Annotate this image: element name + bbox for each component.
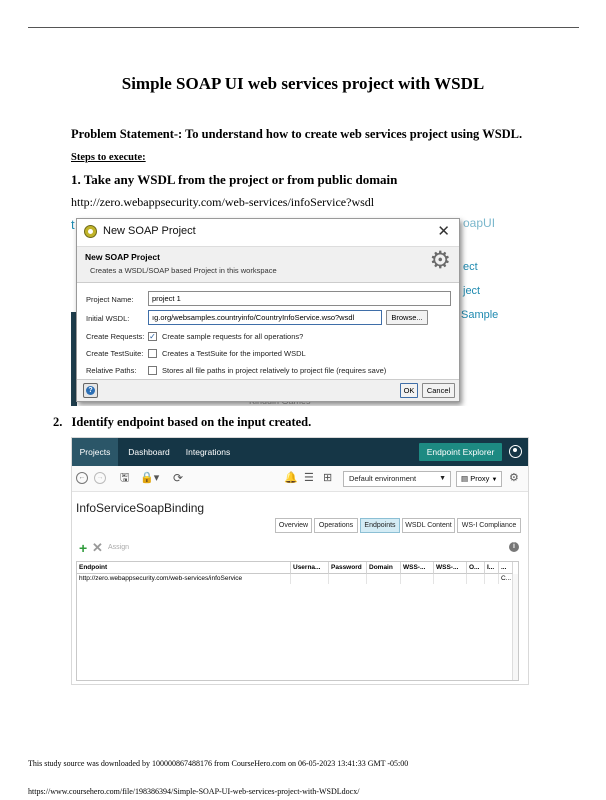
soapui-logo-icon xyxy=(84,225,97,238)
background-app-title: oapUI xyxy=(463,216,496,230)
forward-icon[interactable]: → xyxy=(94,472,106,484)
vertical-scrollbar[interactable] xyxy=(512,574,518,680)
column-header[interactable]: Endpoint xyxy=(77,562,291,574)
nav-integrations[interactable]: Integrations xyxy=(185,447,231,457)
project-name-field[interactable]: project 1 xyxy=(148,291,451,306)
background-item: Sample xyxy=(461,309,499,321)
add-endpoint-icon[interactable]: + xyxy=(79,540,88,556)
info-icon[interactable]: i xyxy=(509,542,519,552)
incoming-cell[interactable] xyxy=(485,574,499,584)
close-icon[interactable]: ✕ xyxy=(437,223,450,240)
proxy-icon: ▤ xyxy=(461,474,469,483)
save-icon[interactable]: 🖫 xyxy=(120,472,130,484)
help-icon: ? xyxy=(86,386,95,395)
database-icon[interactable]: ☰ xyxy=(304,472,314,484)
step-2 xyxy=(53,415,311,430)
cancel-button[interactable]: Cancel xyxy=(422,383,455,398)
user-icon[interactable] xyxy=(509,445,522,458)
tab-operations[interactable]: Operations xyxy=(314,518,358,533)
steps-heading: Steps to execute: xyxy=(71,152,146,163)
create-requests-label: Create Requests: xyxy=(86,332,145,341)
column-header[interactable]: WSS-... xyxy=(401,562,434,574)
tab-overview[interactable]: Overview xyxy=(275,518,312,533)
background-item: ject xyxy=(463,285,481,297)
step-2-number: 2. xyxy=(53,415,63,429)
environment-select[interactable] xyxy=(343,471,451,487)
endpoint-explorer-button[interactable]: Endpoint Explorer xyxy=(419,443,502,461)
proxy-label: Proxy xyxy=(470,474,490,483)
background-letter: t xyxy=(71,217,75,232)
more-cell[interactable]: C... xyxy=(501,575,512,582)
dialog-footer xyxy=(77,379,459,401)
background-item: ect xyxy=(463,261,478,273)
nav-projects[interactable]: Projects xyxy=(72,438,118,466)
nav-dashboard[interactable]: Dashboard xyxy=(128,447,170,457)
soapui-endpoints-screenshot xyxy=(71,437,529,685)
refresh-icon[interactable]: ⟳ xyxy=(173,471,184,485)
environment-value: Default environment xyxy=(349,474,417,483)
relative-paths-checkbox[interactable] xyxy=(148,366,157,375)
tab-wsdl-content[interactable]: WSDL Content xyxy=(402,518,455,533)
step-2-text: Identify endpoint based on the input created. xyxy=(71,415,312,429)
source-url[interactable]: https://www.coursehero.com/file/198386394/Simple-SOAP-UI-web-services-project-with-WSDLdocx/ xyxy=(28,787,360,796)
column-header[interactable]: O... xyxy=(467,562,485,574)
ok-button[interactable]: OK xyxy=(400,383,418,398)
create-testsuite-checkbox[interactable] xyxy=(148,349,157,358)
create-testsuite-text: Creates a TestSuite for the imported WSDL xyxy=(162,349,306,358)
problem-statement: Problem Statement-: To understand how to create web services project using WSDL. xyxy=(71,127,523,141)
create-testsuite-label: Create TestSuite: xyxy=(86,349,144,358)
relative-paths-text: Stores all file paths in project relatively to project file (requires save) xyxy=(162,366,387,375)
bell-icon[interactable]: 🔔 xyxy=(284,472,298,484)
wss-cell[interactable] xyxy=(401,574,434,584)
column-header[interactable]: Userna... xyxy=(291,562,329,574)
assign-button[interactable]: Assign xyxy=(108,544,130,551)
dialog-header-title: New SOAP Project xyxy=(85,252,160,262)
column-header[interactable]: Domain xyxy=(367,562,401,574)
create-requests-checkbox[interactable]: ✓ xyxy=(149,332,156,341)
gear-icon: ⚙ xyxy=(429,247,451,274)
password-cell[interactable] xyxy=(329,574,367,584)
gear-icon[interactable]: ⚙ xyxy=(509,472,519,484)
network-icon[interactable]: ⊞ xyxy=(323,472,333,484)
outgoing-cell[interactable] xyxy=(467,574,485,584)
username-cell[interactable] xyxy=(291,574,329,584)
column-header[interactable]: WSS-... xyxy=(434,562,467,574)
help-button[interactable] xyxy=(83,383,98,398)
proxy-button[interactable] xyxy=(456,471,502,487)
initial-wsdl-label: Initial WSDL: xyxy=(86,314,130,323)
remove-endpoint-icon[interactable]: ✕ xyxy=(92,540,103,555)
main-toolbar xyxy=(72,466,528,492)
binding-title: InfoServiceSoapBinding xyxy=(76,501,205,515)
column-header[interactable]: I... xyxy=(485,562,499,574)
tab-endpoints[interactable]: Endpoints xyxy=(360,518,400,533)
initial-wsdl-field[interactable]: ıg.org/websamples.countryinfo/CountryInfoService.wso?wsdl xyxy=(148,310,382,325)
column-header[interactable]: ... xyxy=(499,562,513,574)
project-name-label: Project Name: xyxy=(86,295,134,304)
tab-ws-i-compliance[interactable]: WS-I Compliance xyxy=(457,518,521,533)
endpoints-table xyxy=(76,561,519,681)
dialog-header xyxy=(77,246,459,283)
wsdl-url: http://zero.webappsecurity.com/web-services/infoService?wsdl xyxy=(71,195,375,209)
chevron-down-icon: ▼ xyxy=(439,475,446,482)
step-1: 1. Take any WSDL from the project or from public domain xyxy=(71,172,398,187)
back-icon[interactable]: ← xyxy=(76,472,88,484)
create-requests-text: Create sample requests for all operations? xyxy=(162,332,304,341)
browse-button[interactable]: Browse... xyxy=(386,310,428,325)
top-rule xyxy=(28,27,579,28)
new-soap-project-dialog xyxy=(76,218,460,402)
top-navbar xyxy=(72,438,528,466)
new-project-screenshot xyxy=(71,214,519,406)
domain-cell[interactable] xyxy=(367,574,401,584)
chevron-down-icon: ▼ xyxy=(491,477,498,483)
document-title: Simple SOAP UI web services project with WSDL xyxy=(121,74,485,93)
wss-cell[interactable] xyxy=(434,574,467,584)
endpoint-cell[interactable]: http://zero.webappsecurity.com/web-services/infoService xyxy=(77,574,291,584)
column-header[interactable]: Password xyxy=(329,562,367,574)
study-source-note: This study source was downloaded by 100000867488176 from CourseHero.com on 06-05-2023 13:41:33 GMT -05:00 xyxy=(28,759,409,768)
dialog-header-subtitle: Creates a WSDL/SOAP based Project in this workspace xyxy=(90,266,277,275)
lock-icon[interactable]: 🔒▾ xyxy=(140,472,160,484)
relative-paths-label: Relative Paths: xyxy=(86,366,137,375)
dialog-titlebar xyxy=(77,219,459,245)
dialog-title: New SOAP Project xyxy=(103,225,196,237)
